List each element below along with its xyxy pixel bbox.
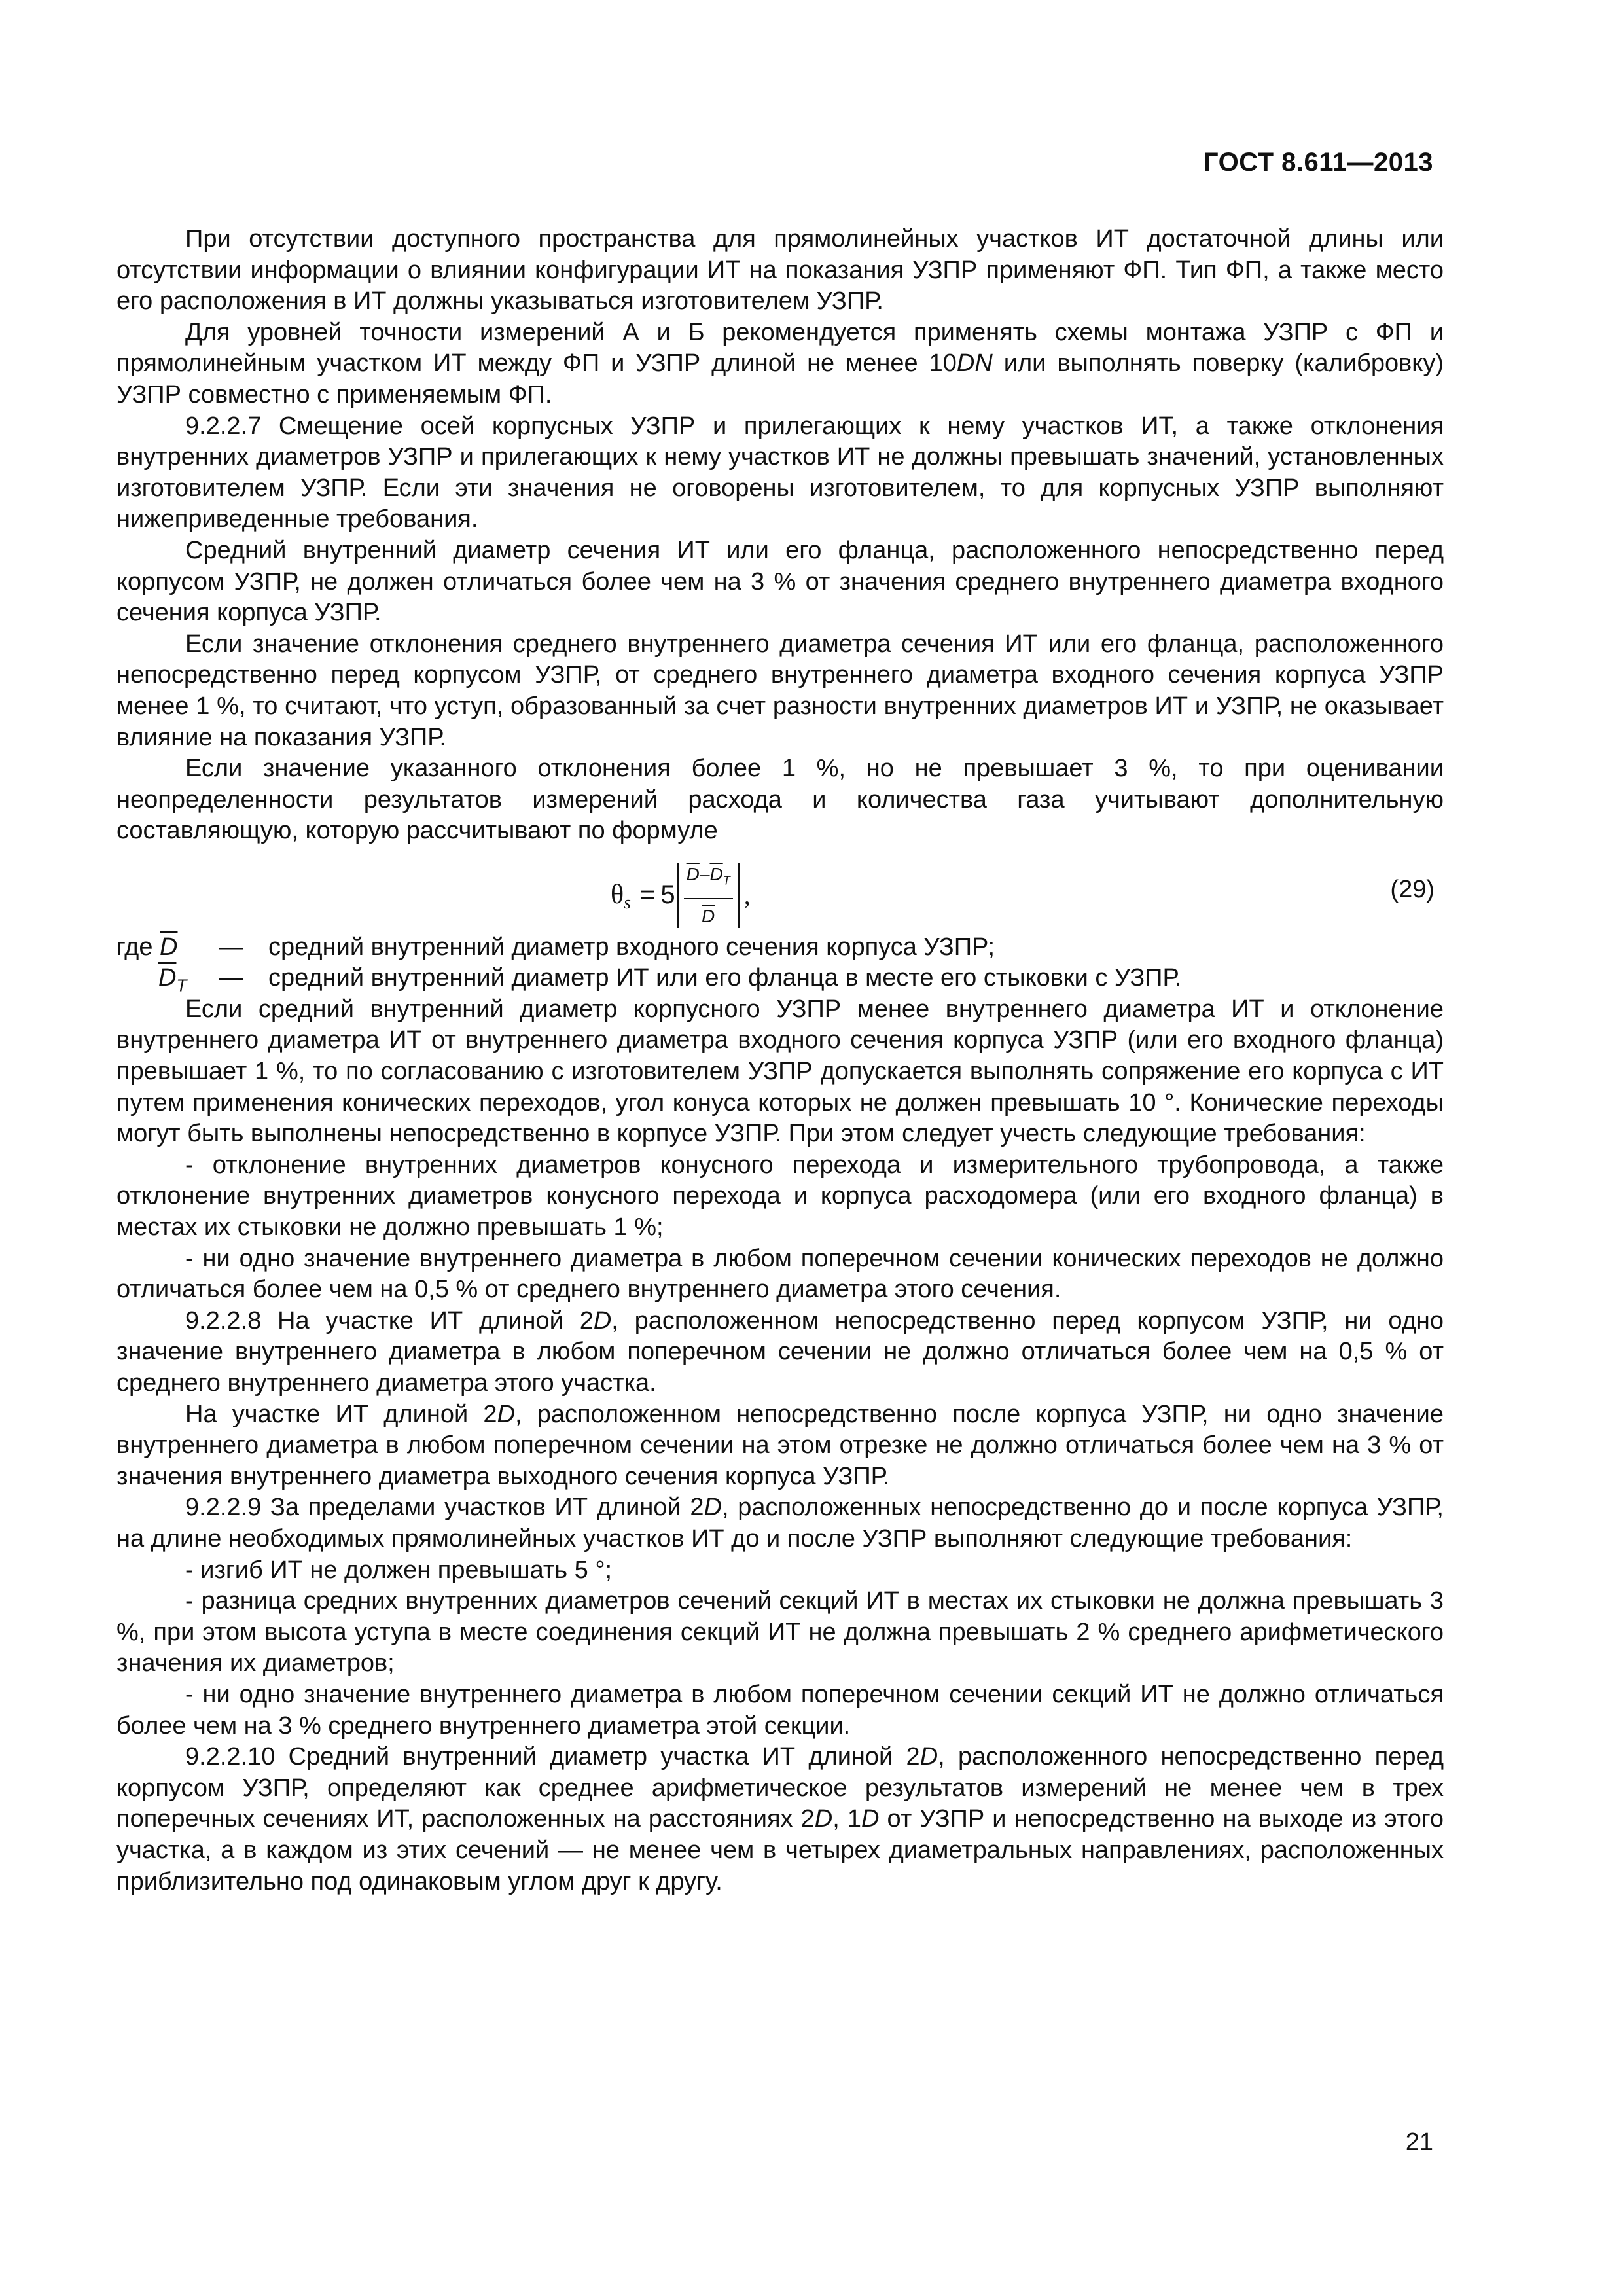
paragraph: На участке ИТ длиной 2D, расположенном непосредственно после корпуса УЗПР, ни одно значение внутреннего диаметра в любом поперечном сечении на этом отрезке не должно отличаться более чем на 3 % от значения внутреннего диаметра выходного сечения корпуса УЗПР. [116, 1400, 1444, 1490]
page-number: 21 [1405, 2128, 1433, 2156]
paragraph: - изгиб ИТ не должен превышать 5 °; [185, 1556, 613, 1584]
paragraph: - отклонение внутренних диаметров конусного перехода и измерительного трубопровода, а также отклонение внутренних диаметров конусного перехода и корпуса расходомера (или его входного фланца) в местах их стыковки не должно превышать 1 %; [116, 1151, 1444, 1242]
paragraph: Средний внутренний диаметр сечения ИТ или его фланца, расположенного непосредственно перед корпусом УЗПР, не должен отличаться более чем на 3 % от значения среднего внутреннего диаметра входного сечения корпуса УЗПР. [116, 536, 1444, 627]
formula-legend [116, 932, 1444, 994]
document-id: ГОСТ 8.611—2013 [1203, 148, 1433, 177]
paragraph: Если средний внутренний диаметр корпусного УЗПР менее внутреннего диаметра ИТ и отклонение внутреннего диаметра ИТ от внутреннего диаметра входного сечения корпуса УЗПР (или его входного фланца) превышает 1 %, то по согласованию с изготовителем УЗПР допускается выполнять сопряжение его корпуса с ИТ путем применения конических переходов, угол конуса которых не должен превышать 10 °. Конические переходы могут быть выполнены непосредственно в корпусе УЗПР. При этом следует учесть следующие требования: [116, 995, 1444, 1148]
formula-number: (29) [1390, 875, 1435, 903]
formula-29 [116, 847, 1444, 932]
paragraph: - ни одно значение внутреннего диаметра в любом поперечном сечении конических переходов не должно отличаться более чем на 0,5 % от среднего внутреннего диаметра этого сечения. [116, 1244, 1444, 1304]
legend-row: $\overline{D}_T$ — средний внутренний диаметр ИТ или его фланца в месте его стыковки с УЗПР. [158, 964, 1182, 996]
document-body [116, 224, 1444, 1897]
paragraph: - ни одно значение внутреннего диаметра в любом поперечном сечении секций ИТ не должно отличаться более чем на 3 % среднего внутреннего диаметра этой секции. [116, 1680, 1444, 1740]
paragraph: Для уровней точности измерений А и Б рекомендуется применять схемы монтажа УЗПР с ФП и прямолинейным участком ИТ между ФП и УЗПР длиной не менее 10DN или выполнять поверку (калибровку) УЗПР совместно с применяемым ФП. [116, 318, 1444, 408]
paragraph: 9.2.2.9 За пределами участков ИТ длиной 2D, расположенных непосредственно до и после корпуса УЗПР, на длине необходимых прямолинейных участков ИТ до и после УЗПР выполняют следующие требования: [116, 1494, 1444, 1552]
paragraph: При отсутствии доступного пространства для прямолинейных участков ИТ достаточной длины или отсутствии информации о влиянии конфигурации ИТ на показания УЗПР применяют ФП. Тип ФП, а также место его расположения в ИТ должны указываться изготовителем УЗПР. [116, 225, 1444, 315]
legend-row: где $\overline{D}$ — средний внутренний диаметр входного сечения корпуса УЗПР; [116, 933, 995, 961]
formula-expression: θ s = 5 $\frac{\overline{D}-\overline{D}_T}{D}$ , [611, 863, 751, 928]
paragraph: Если значение указанного отклонения более 1 %, но не превышает 3 %, то при оценивании неопределенности результатов измерений расхода и количества газа учитывают дополнительную составляющую, которую рассчитывают по формуле [116, 755, 1444, 845]
paragraph: 9.2.2.8 На участке ИТ длиной 2D, расположенном непосредственно перед корпусом УЗПР, ни одно значение внутреннего диаметра в любом поперечном сечении не должно отличаться более чем на 0,5 % от среднего внутреннего диаметра этого участка. [116, 1306, 1444, 1397]
paragraph: Если значение отклонения среднего внутреннего диаметра сечения ИТ или его фланца, расположенного непосредственно перед корпусом УЗПР, от среднего внутреннего диаметра входного сечения корпуса УЗПР менее 1 %, то считают, что уступ, образованный за счет разности внутренних диаметров ИТ и УЗПР, не оказывает влияние на показания УЗПР. [116, 630, 1444, 751]
paragraph: 9.2.2.10 Средний внутренний диаметр участка ИТ длиной 2D, расположенного непосредственно перед корпусом УЗПР, определяют как среднее арифметическое результатов измерений не менее чем в трех поперечных сечениях ИТ, расположенных на расстояниях 2D, 1D от УЗПР и непосредственно на выходе из этого участка, а в каждом из этих сечений — не менее чем в четырех диаметральных направлениях, расположенных приблизительно под одинаковым углом друг к другу. [116, 1743, 1444, 1895]
paragraph: 9.2.2.7 Смещение осей корпусных УЗПР и прилегающих к нему участков ИТ, а также отклонения внутренних диаметров УЗПР и прилегающих к нему участков ИТ не должны превышать значений, установленных изготовителем УЗПР. Если эти значения не оговорены изготовителем, то для корпусных УЗПР выполняют нижеприведенные требования. [116, 412, 1444, 533]
paragraph: - разница средних внутренних диаметров сечений секций ИТ в местах их стыковки не должна превышать 3 %, при этом высота уступа в месте соединения секций ИТ не должна превышать 2 % среднего арифметического значения их диаметров; [116, 1587, 1444, 1677]
